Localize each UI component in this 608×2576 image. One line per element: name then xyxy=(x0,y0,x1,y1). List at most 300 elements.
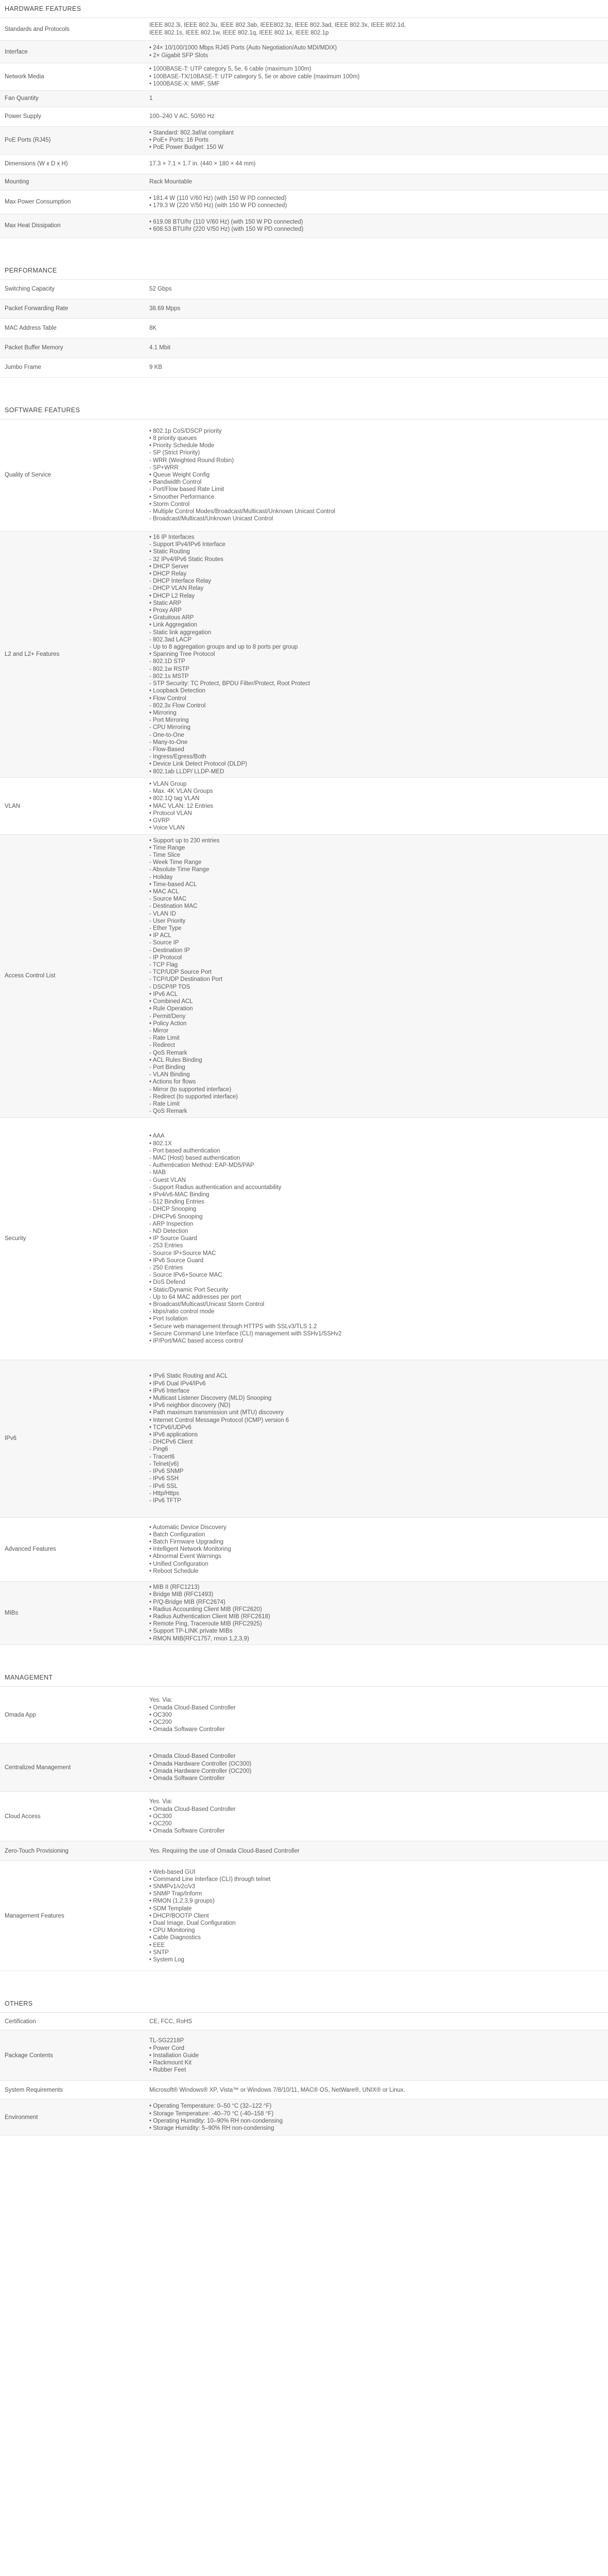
spec-value-line: • IPv6 applications xyxy=(149,1432,198,1438)
section-title: OTHERS xyxy=(0,1995,608,2013)
spec-value-line: • PoE+ Ports: 16 Ports xyxy=(149,137,209,143)
spec-value xyxy=(149,299,608,318)
spec-value xyxy=(149,319,608,338)
spec-value-line: • Policy Action xyxy=(149,1020,187,1027)
spec-value-line: • Internet Control Message Protocol (ICMP) version 6 xyxy=(149,1417,289,1423)
spec-value-line: • Broadcast/Multicast/Unicast Storm Control xyxy=(149,1301,265,1308)
section-title: SOFTWARE FEATURES xyxy=(0,401,608,419)
spec-value-line: • OC200 xyxy=(149,1719,172,1725)
spec-value-line: - DHCPv6 Client xyxy=(149,1439,193,1446)
spec-value xyxy=(149,2013,608,2030)
spec-value xyxy=(149,155,608,174)
spec-value-line: • IPv6 Dual IPv4/IPv6 xyxy=(149,1380,206,1387)
spec-value-line: • Power Cord xyxy=(149,2045,184,2052)
spec-value-line: CE, FCC, RoHS xyxy=(149,2018,193,2025)
spec-value-line: - Http/Https xyxy=(149,1490,180,1497)
spec-value-line: • IPv4/v6-MAC Binding xyxy=(149,1191,210,1198)
spec-value-line: • SNMPv1/v2c/v3 xyxy=(149,1883,196,1890)
spec-value-line: • Omada Cloud-Based Controller xyxy=(149,1704,236,1711)
spec-value-line: - QoS Remark xyxy=(149,1049,187,1056)
spec-value xyxy=(149,2030,608,2080)
spec-label: Standards and Protocols xyxy=(5,26,70,32)
spec-value xyxy=(149,214,608,238)
spec-value-line: - Destination MAC xyxy=(149,903,198,910)
spec-value-line: 100–240 V AC, 50/60 Hz xyxy=(149,113,215,120)
spec-row-mounting xyxy=(0,174,608,191)
spec-value-line: • 179.3 W (220 V/50 Hz) (with 150 W PD connected) xyxy=(149,202,287,209)
spec-value-line: • OC200 xyxy=(149,1820,172,1827)
spec-value-line: • Static Routing xyxy=(149,549,190,555)
spec-value-line: • Time-based ACL xyxy=(149,881,197,888)
spec-row-network-media xyxy=(0,63,608,91)
spec-value-line: - VLAN ID xyxy=(149,910,176,917)
spec-value-line: • Omada Cloud-Based Controller xyxy=(149,1806,236,1812)
spec-value-line: - Up to 8 aggregation groups and up to 8 ports per group xyxy=(149,644,298,651)
spec-label: Zero-Touch Provisioning xyxy=(5,1848,69,1854)
spec-value-line: • Dual Image, Dual Configuration xyxy=(149,1920,236,1926)
spec-value-line: • Unified Configuration xyxy=(149,1561,209,1567)
spec-value-line: • 1000BASE-X: MMF, SMF xyxy=(149,80,220,87)
spec-label: Omada App xyxy=(5,1711,36,1718)
spec-value-line: • P/Q-Bridge MIB (RFC2674) xyxy=(149,1599,225,1605)
spec-value-line: - MAB xyxy=(149,1170,166,1176)
spec-value-line: • Protocol VLAN xyxy=(149,810,192,817)
spec-value-line: • EEE xyxy=(149,1942,165,1948)
spec-value-line: • Secure web management through HTTPS with SSLv3/TLS 1.2 xyxy=(149,1323,317,1330)
spec-row-mac-address-table xyxy=(0,319,608,338)
spec-value-line: IEEE 802.3i, IEEE 802.3u, IEEE 802.3ab, IEEE802.3z, IEEE 802.3ad, IEEE 802.3x, IEEE 802.1d, xyxy=(149,22,406,29)
spec-value-line: • Static/Dynamic Port Security xyxy=(149,1286,228,1293)
spec-value-line: - 32 IPv4/IPv6 Static Routes xyxy=(149,556,223,563)
spec-value-line: • 802.1X xyxy=(149,1140,172,1147)
spec-row-max-heat-dissipation xyxy=(0,214,608,238)
spec-value-line: - SP (Strict Priority) xyxy=(149,450,200,456)
spec-value-line: - DHCPv6 Snooping xyxy=(149,1213,203,1220)
spec-value-line: • IPv6 ACL xyxy=(149,991,178,997)
spec-value-line: - 250 Entries xyxy=(149,1264,183,1271)
spec-value-line: - 802.1s MSTP xyxy=(149,673,189,680)
spec-value-line: • IP Source Guard xyxy=(149,1235,197,1242)
spec-value-line: - Support IPv4/IPv6 Interface xyxy=(149,541,225,548)
spec-value-line: - Max. 4K VLAN Groups xyxy=(149,788,213,795)
spec-value-line: • Bridge MIB (RFC1493) xyxy=(149,1591,214,1598)
spec-label: Centralized Management xyxy=(5,1764,71,1771)
spec-value-line: • DoS Defend xyxy=(149,1279,185,1286)
spec-value-line: • Time Range xyxy=(149,844,185,851)
spec-value-line: - Support Radius authentication and accountability xyxy=(149,1184,282,1191)
spec-row-zero-touch-provisioning xyxy=(0,1841,608,1861)
spec-value-line: Rack Mountable xyxy=(149,178,193,185)
spec-value-line: - DSCP/IP TOS xyxy=(149,984,190,990)
spec-value-line: • 1000BASE-T: UTP category 5, 5e, 6 cable (maximum 100m) xyxy=(149,66,311,73)
spec-value-line: • Multicast Listener Discovery (MLD) Snooping xyxy=(149,1395,272,1402)
spec-value-line: - Holiday xyxy=(149,874,173,880)
spec-value-line: • Omada Software Controller xyxy=(149,1726,225,1733)
spec-row-security xyxy=(0,1118,608,1360)
spec-value-line: • Support up to 230 entries xyxy=(149,837,220,844)
spec-label: Switching Capacity xyxy=(5,286,55,293)
spec-label: MAC Address Table xyxy=(5,325,57,332)
spec-value-line: • 802.1ab LLDP/ LLDP-MED xyxy=(149,768,224,775)
spec-value-line: • Combined ACL xyxy=(149,998,193,1005)
spec-value-line: • 100BASE-TX/10BASE-T: UTP category 5, 5e or above cable (maximum 100m) xyxy=(149,73,360,80)
spec-value-line: • 802.1Q tag VLAN xyxy=(149,795,200,802)
spec-value-line: - Static link aggregation xyxy=(149,629,212,636)
spec-value-line: - WRR (Weighted Round Robin) xyxy=(149,457,234,464)
spec-label: Power Supply xyxy=(5,113,41,120)
spec-value-line: - Multiple Control Modes/Broadcast/Multicast/Unknown Unicast Control xyxy=(149,509,336,515)
spec-value-line: • IPv6 Static Routing and ACL xyxy=(149,1373,228,1380)
spec-label: Max Heat Dissipation xyxy=(5,223,61,229)
spec-row-jumbo-frame xyxy=(0,358,608,378)
section-performance xyxy=(0,262,608,378)
spec-row-omada-app xyxy=(0,1687,608,1743)
spec-value-line: - Ingress/Egress/Both xyxy=(149,754,206,760)
spec-value-line: • 16 IP Interfaces xyxy=(149,534,195,541)
spec-label: Dimensions (W x D x H) xyxy=(5,161,68,167)
spec-value-line: • Batch Firmware Upgrading xyxy=(149,1538,223,1545)
spec-value-line: • VLAN Group xyxy=(149,781,187,787)
spec-value-line: IEEE 802.1s, IEEE 802.1w, IEEE 802.1q, IEEE 802.1x, IEEE 802.1p xyxy=(149,29,329,36)
spec-value-line: - TCP/UDP Destination Port xyxy=(149,976,223,983)
spec-row-dimensions-w-x-d-x-h xyxy=(0,155,608,174)
spec-label: PoE Ports (RJ45) xyxy=(5,137,51,144)
spec-value-line: - kbps/ratio control mode xyxy=(149,1309,215,1315)
spec-value-line: - IPv6 SNMP xyxy=(149,1468,184,1475)
spec-row-max-power-consumption xyxy=(0,191,608,214)
spec-value xyxy=(149,778,608,834)
spec-value-line: • Rubber Feet xyxy=(149,2067,186,2074)
spec-value-line: - Source IPv6+Source MAC xyxy=(149,1272,222,1279)
spec-value-line: • 2× Gigabit SFP Slots xyxy=(149,52,209,59)
spec-value-line: - DHCP Interface Relay xyxy=(149,578,211,585)
spec-label: Certification xyxy=(5,2018,36,2025)
spec-value xyxy=(149,191,608,214)
spec-value-line: • IPv6 Source Guard xyxy=(149,1257,204,1264)
section-management xyxy=(0,1669,608,1971)
spec-value-line: TL-SG2218P xyxy=(149,2038,184,2044)
spec-label: Packet Buffer Memory xyxy=(5,345,63,351)
spec-row-environment xyxy=(0,2099,608,2136)
spec-value xyxy=(149,1841,608,1860)
spec-row-system-requirements xyxy=(0,2081,608,2099)
spec-value-line: • IP/Port/MAC based access control xyxy=(149,1338,244,1345)
spec-value-line: • Gratuitous ARP xyxy=(149,615,194,621)
spec-label: System Requirements xyxy=(5,2087,63,2093)
spec-value-line: - Time Slice xyxy=(149,852,181,859)
spec-value-line: - DHCP VLAN Relay xyxy=(149,585,204,592)
spec-row-management-features xyxy=(0,1861,608,1971)
spec-value-line: • Abnormal Event Warnings xyxy=(149,1553,221,1560)
spec-value-line: - Ping6 xyxy=(149,1446,168,1453)
spec-value xyxy=(149,358,608,377)
spec-label: L2 and L2+ Features xyxy=(5,651,60,658)
spec-value-line: - Port/Flow based Rate Limit xyxy=(149,486,224,493)
spec-value-line: • Path maximum transmission unit (MTU) discovery xyxy=(149,1410,284,1416)
spec-value-line: • DHCP/BOOTP Client xyxy=(149,1912,209,1919)
spec-value-line: • Intelligent Network Monitoring xyxy=(149,1546,231,1553)
spec-value-line: • Radius Authentication Client MIB (RFC2618) xyxy=(149,1614,270,1620)
spec-value-line: • Remote Ping, Traceroute MIB (RFC2925) xyxy=(149,1621,262,1628)
spec-value-line: - TCP Flag xyxy=(149,962,178,969)
spec-value-line: - DHCP Snooping xyxy=(149,1206,197,1213)
spec-row-standards-and-protocols xyxy=(0,18,608,41)
spec-label: MIBs xyxy=(5,1610,19,1617)
spec-row-vlan xyxy=(0,778,608,835)
spec-row-quality-of-service xyxy=(0,419,608,532)
spec-value-line: - MAC (Host) based authentication xyxy=(149,1155,240,1161)
spec-value-line: • Command Line Interface (CLI) through telnet xyxy=(149,1876,271,1883)
spec-value-line: • Cable Diagnostics xyxy=(149,1935,201,1941)
spec-value-line: - Source MAC xyxy=(149,896,187,903)
spec-value-line: - 802.1w RSTP xyxy=(149,666,189,672)
spec-value-line: • Actions for flows xyxy=(149,1079,196,1086)
spec-value-line: • RMON (1,2,3,9 groups) xyxy=(149,1898,215,1905)
spec-row-cloud-access xyxy=(0,1792,608,1841)
spec-value-line: Yes. Via: xyxy=(149,1697,172,1704)
spec-value-line: 17.3 × 7.1 × 1.7 in. (440 × 180 × 44 mm) xyxy=(149,160,256,167)
spec-value-line: - IPv6 SSH xyxy=(149,1476,179,1482)
spec-value-line: 38.69 Mpps xyxy=(149,305,181,312)
spec-value xyxy=(149,1518,608,1581)
spec-value-line: • System Log xyxy=(149,1956,184,1963)
spec-value-line: - Authentication Method: EAP-MD5/PAP xyxy=(149,1162,254,1169)
spec-label: Environment xyxy=(5,2114,38,2121)
spec-value-line: - STP Security: TC Protect, BPDU Filter/Protect, Root Protect xyxy=(149,681,310,687)
spec-value-line: - IPv6 TFTP xyxy=(149,1497,181,1504)
section-software-features xyxy=(0,401,608,1646)
spec-value xyxy=(149,1118,608,1360)
spec-value-line: Microsoft® Windows® XP, Vista™ or Windows 7/8/10/11, MAC® OS, NetWare®, UNIX® or Linux. xyxy=(149,2087,405,2093)
spec-value-line: • MIB II (RFC1213) xyxy=(149,1584,200,1591)
spec-value-line: • DHCP L2 Relay xyxy=(149,592,195,599)
section-spacer xyxy=(0,238,608,262)
spec-value-line: • Storage Temperature: -40–70 °C (-40–158 °F) xyxy=(149,2110,274,2117)
spec-value-line: 4.1 Mbit xyxy=(149,344,170,351)
spec-row-packet-buffer-memory xyxy=(0,338,608,358)
spec-value-line: • PoE Power Budget: 150 W xyxy=(149,144,224,151)
spec-value-line: • Omada Software Controller xyxy=(149,1775,225,1782)
spec-value-line: • Web-based GUI xyxy=(149,1869,196,1875)
spec-value-line: - Guest VLAN xyxy=(149,1177,186,1183)
spec-value-line: • Voice VLAN xyxy=(149,825,185,832)
spec-value-line: - Port Mirroring xyxy=(149,717,189,724)
spec-label: Package Contents xyxy=(5,2052,53,2059)
spec-value xyxy=(149,1792,608,1841)
spec-value-line: - Source IP xyxy=(149,940,179,946)
spec-value-line: • 8 priority queues xyxy=(149,435,197,442)
spec-row-poe-ports-rj45 xyxy=(0,127,608,155)
spec-value-line: - SP+WRR xyxy=(149,464,179,471)
spec-value-line: • Rackmount Kit xyxy=(149,2059,192,2066)
spec-value-line: - Rate Limit xyxy=(149,1100,180,1107)
spec-value-line: • IPv6 neighbor discovery (ND) xyxy=(149,1402,231,1409)
spec-value xyxy=(149,419,608,531)
spec-value-line: Yes. Via: xyxy=(149,1799,172,1805)
spec-value-line: - Up to 64 MAC addresses per port xyxy=(149,1294,241,1300)
spec-value-line: • Automatic Device Discovery xyxy=(149,1524,227,1531)
spec-value-line: - Source IP+Source MAC xyxy=(149,1250,216,1257)
spec-value-line: - IPv6 SSL xyxy=(149,1483,178,1489)
spec-row-interface xyxy=(0,41,608,63)
section-title: PERFORMANCE xyxy=(0,262,608,280)
spec-value-line: • Device Link Detect Protocol (DLDP) xyxy=(149,761,248,768)
spec-value-line: - Many-to-One xyxy=(149,739,188,745)
spec-row-l2-and-l2-features xyxy=(0,532,608,778)
spec-value-line: - 802.3x Flow Control xyxy=(149,702,206,709)
spec-value-line: • Installation Guide xyxy=(149,2052,199,2059)
spec-label: Cloud Access xyxy=(5,1813,41,1820)
spec-row-packet-forwarding-rate xyxy=(0,299,608,319)
spec-value-line: - Port Binding xyxy=(149,1064,185,1071)
spec-value-line: - Flow-Based xyxy=(149,746,184,753)
spec-value-line: - Mirror (to supported interface) xyxy=(149,1086,232,1093)
spec-value-line: - Mirror xyxy=(149,1027,169,1034)
spec-row-fan-quantity xyxy=(0,91,608,107)
spec-value-line: - ND Detection xyxy=(149,1228,188,1234)
spec-label: Mounting xyxy=(5,179,29,185)
spec-value xyxy=(149,91,608,107)
spec-value-line: • Operating Humidity: 10–90% RH non-condensing xyxy=(149,2117,283,2124)
spec-value-line: • OC300 xyxy=(149,1813,172,1820)
spec-value-line: - Week Time Range xyxy=(149,859,202,866)
spec-value-line: - One-to-One xyxy=(149,732,184,738)
spec-value-line: • 608.53 BTU/hr (220 V/50 Hz) (with 150 W PD connected) xyxy=(149,226,304,233)
spec-value-line: • GVRP xyxy=(149,817,170,824)
spec-value-line: • Omada Hardware Controller (OC300) xyxy=(149,1760,252,1767)
spec-value-line: • MAC ACL xyxy=(149,889,179,895)
spec-value-line: • DHCP Relay xyxy=(149,571,187,578)
spec-value-line: • Bandwidth Control xyxy=(149,479,202,486)
spec-value xyxy=(149,63,608,90)
spec-value-line: 8K xyxy=(149,325,157,331)
spec-value-line: • 802.1p CoS/DSCP priority xyxy=(149,428,222,434)
spec-value-line: - ARP Inspection xyxy=(149,1221,194,1227)
spec-value-line: • DHCP Server xyxy=(149,563,189,570)
spec-value-line: • SDM Template xyxy=(149,1905,192,1912)
spec-label: Advanced Features xyxy=(5,1546,56,1553)
spec-value xyxy=(149,1861,608,1971)
spec-label: Access Control List xyxy=(5,973,56,979)
spec-value xyxy=(149,338,608,358)
spec-value-line: - Telnet(v6) xyxy=(149,1461,179,1467)
spec-value-line: • ACL Rules Binding xyxy=(149,1057,202,1063)
spec-value xyxy=(149,107,608,126)
spec-row-advanced-features xyxy=(0,1518,608,1582)
spec-value-line: • IPv6 Interface xyxy=(149,1387,190,1394)
spec-row-ipv6 xyxy=(0,1360,608,1518)
spec-value-line: - Broadcast/Multicast/Unknown Unicast Control xyxy=(149,516,273,522)
spec-value-line: • Port Isolation xyxy=(149,1316,188,1323)
spec-label: Interface xyxy=(5,48,28,55)
spec-value-line: - Tracert6 xyxy=(149,1453,175,1460)
spec-value-line: • Omada Hardware Controller (OC200) xyxy=(149,1768,252,1774)
spec-value-line: - Absolute Time Range xyxy=(149,867,210,873)
spec-value-line: - QoS Remark xyxy=(149,1108,187,1115)
spec-value-line: - Port based authentication xyxy=(149,1147,220,1154)
spec-value-line: • 619.08 BTU/hr (110 V/60 Hz) (with 150 W PD connected) xyxy=(149,218,303,225)
section-spacer xyxy=(0,1971,608,1995)
spec-value-line: 52 Gbps xyxy=(149,285,172,292)
spec-value-line: - TCP/UDP Source Port xyxy=(149,969,212,976)
spec-value xyxy=(149,1743,608,1791)
spec-value xyxy=(149,532,608,778)
spec-value-line: • Static ARP xyxy=(149,600,182,606)
spec-value-line: • Storm Control xyxy=(149,501,190,507)
spec-label: IPv6 xyxy=(5,1435,17,1442)
spec-value-line: • Spanning Tree Protocol xyxy=(149,651,215,658)
spec-value xyxy=(149,835,608,1117)
spec-value-line: • Standard: 802.3af/at compliant xyxy=(149,129,234,136)
spec-row-mibs xyxy=(0,1582,608,1646)
spec-row-package-contents xyxy=(0,2030,608,2081)
spec-value-line: • Reboot Schedule xyxy=(149,1568,199,1574)
spec-value-line: • Proxy ARP xyxy=(149,607,182,614)
spec-value-line: - Redirect (to supported interface) xyxy=(149,1093,238,1100)
spec-value-line: • Link Aggregation xyxy=(149,622,197,629)
spec-row-access-control-list xyxy=(0,835,608,1118)
spec-value-line: • CPU Monitoring xyxy=(149,1927,195,1934)
section-title: HARDWARE FEATURES xyxy=(0,0,608,18)
spec-label: Quality of Service xyxy=(5,472,51,479)
spec-value xyxy=(149,127,608,154)
spec-value-line: - Rate Limit xyxy=(149,1035,180,1042)
spec-row-power-supply xyxy=(0,107,608,127)
spec-value-line: • Operating Temperature: 0–50 °C (32–122 °F) xyxy=(149,2103,272,2110)
spec-value-line: • 24× 10/100/1000 Mbps RJ45 Ports (Auto Negotiation/Auto MDI/MDIX) xyxy=(149,45,337,52)
spec-label: Network Media xyxy=(5,73,44,80)
spec-value-line: - CPU Mirroring xyxy=(149,724,190,731)
spec-row-switching-capacity xyxy=(0,280,608,299)
spec-label: VLAN xyxy=(5,803,21,809)
section-others xyxy=(0,1995,608,2136)
spec-value-line: • SNTP xyxy=(149,1949,169,1956)
spec-value xyxy=(149,1360,608,1517)
spec-value xyxy=(149,280,608,299)
spec-value-line: - 253 Entries xyxy=(149,1243,183,1249)
spec-label: Packet Forwarding Rate xyxy=(5,306,68,312)
spec-value-line: 1 xyxy=(149,95,153,101)
spec-value-line: • RMON MIB(RFC1757, rmon 1,2,3,9) xyxy=(149,1635,249,1642)
spec-value-line: 9 KB xyxy=(149,364,162,370)
spec-value-line: • Secure Command Line Interface (CLI) management with SSHv1/SSHv2 xyxy=(149,1330,342,1337)
spec-value xyxy=(149,1582,608,1645)
spec-value-line: • Radius Accounting Client MIB (RFC2620) xyxy=(149,1606,262,1613)
spec-value-line: - VLAN Binding xyxy=(149,1072,190,1078)
spec-label: Max Power Consumption xyxy=(5,199,71,206)
spec-value-line: - Redirect xyxy=(149,1042,175,1049)
spec-value-line: - Ether Type xyxy=(149,925,182,932)
spec-value-line: - Permit/Deny xyxy=(149,1013,186,1020)
spec-value xyxy=(149,18,608,40)
spec-label: Security xyxy=(5,1235,26,1242)
spec-value-line: - 512 Binding Entries xyxy=(149,1199,204,1206)
spec-value xyxy=(149,2081,608,2099)
spec-value-line: • Storage Humidity: 5–90% RH non-condensing xyxy=(149,2125,274,2132)
spec-value-line: - 802.1D STP xyxy=(149,658,185,665)
spec-value-line: - 802.3ad LACP xyxy=(149,636,192,643)
spec-row-certification xyxy=(0,2013,608,2030)
spec-value-line: • IP ACL xyxy=(149,933,171,939)
section-title: MANAGEMENT xyxy=(0,1669,608,1687)
spec-value-line: • Queue Weight Config xyxy=(149,471,210,478)
spec-label: Jumbo Frame xyxy=(5,364,41,371)
spec-value-line: • MAC VLAN: 12 Entries xyxy=(149,803,214,809)
spec-value-line: • Rule Operation xyxy=(149,1006,193,1012)
spec-value-line: • Loopback Detection xyxy=(149,688,205,694)
spec-value-line: • Priority Schedule Mode xyxy=(149,443,215,449)
spec-value xyxy=(149,41,608,63)
